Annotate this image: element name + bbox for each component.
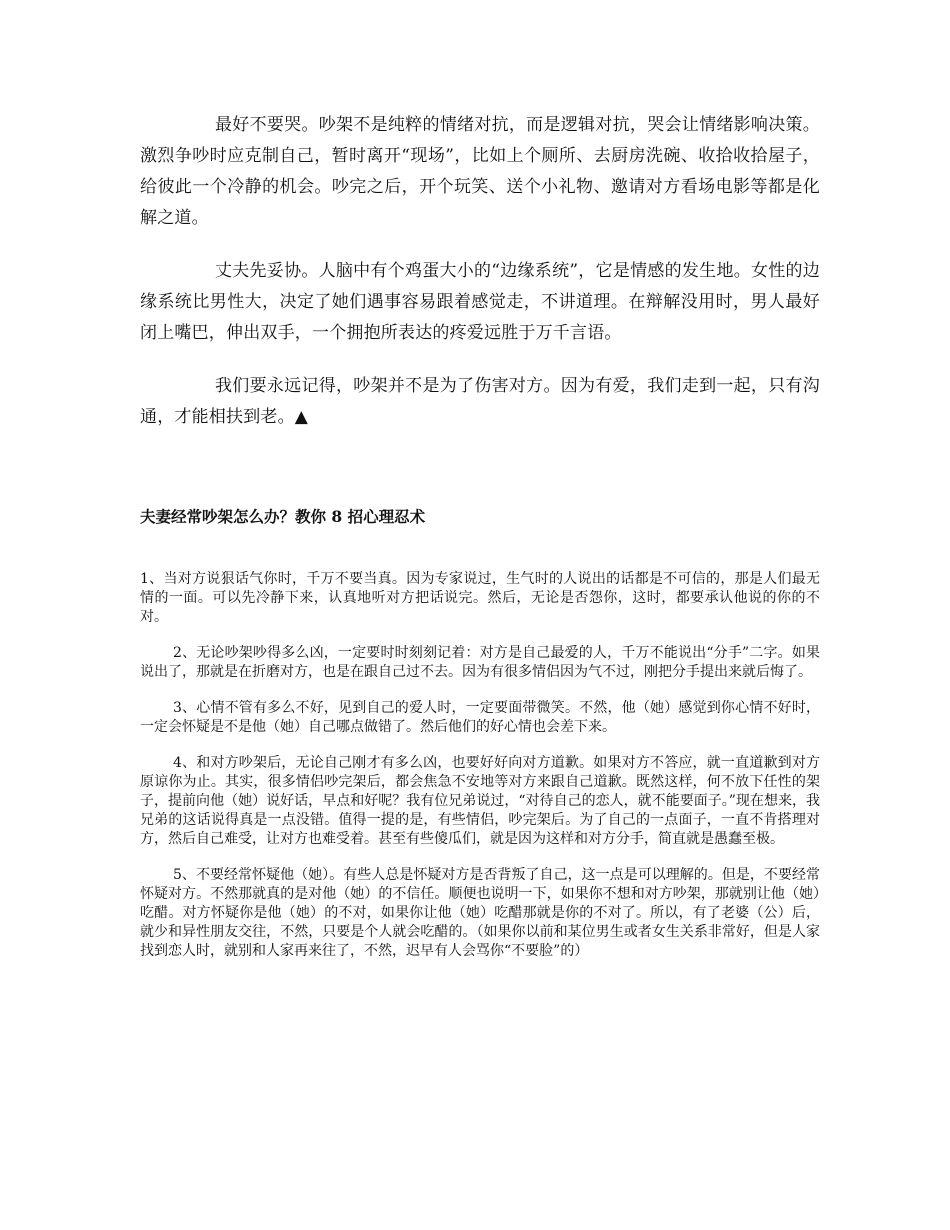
document-page (140, 110, 820, 978)
section-title: 夫妻经常吵架怎么办？教你 8 招心理忍术 (140, 507, 426, 526)
tip-2: 2、无论吵架吵得多么凶，一定要时时刻刻记着：对方是自己最爱的人，千万不能说出“分手”二字。如果说出了，那就是在折磨对方，也是在跟自己过不去。因为有很多情侣因为气不过，刚把分手提出来就后悔了。 (140, 645, 820, 680)
paragraph-husband-compromise: 丈夫先妥协。人脑中有个鸡蛋大小的“边缘系统”，它是情感的发生地。女性的边缘系统比男性大，决定了她们遇事容易跟着感觉走，不讲道理。在辩解没用时，男人最好闭上嘴巴，伸出双手，一个拥抱所表达的疼爱远胜于万千言语。 (140, 261, 820, 343)
tip-3: 3、心情不管有多么不好，见到自己的爱人时，一定要面带微笑。不然，他（她）感觉到你心情不好时，一定会怀疑是不是他（她）自己哪点做错了。然后他们的好心情也会差下来。 (140, 700, 820, 735)
tip-5: 5、不要经常怀疑他（她）。有些人总是怀疑对方是否背叛了自己，这一点是可以理解的。但是，不要经常怀疑对方。不然那就真的是对他（她）的不信任。顺便也说明一下，如果你不想和对方吵架，那就别让他（她）吃醋。对方怀疑你是他（她）的不对，如果你让他（她）吃醋那就是你的不对了。所以，有了老婆（公）后，就少和异性朋友交往，不然，只要是个人就会吃醋的。（如果你以前和某位男生或者女生关系非常好，但是人家找到恋人时，就别和人家再来往了，不然，迟早有人会骂你“不要脸”的） (140, 867, 820, 959)
tip-1: 1、当对方说狠话气你时，千万不要当真。因为专家说过，生气时的人说出的话都是不可信的，那是人们最无情的一面。可以先冷静下来，认真地听对方把话说完。然后，无论是否怨你，这时，都要承认他说的你的不对。 (140, 571, 820, 625)
paragraph-remember: 我们要永远记得，吵架并不是为了伤害对方。因为有爱，我们走到一起，只有沟通，才能相扶到老。▲ (140, 376, 820, 427)
tip-4: 4、和对方吵架后，无论自己刚才有多么凶，也要好好向对方道歉。如果对方不答应，就一直道歉到对方原谅你为止。其实，很多情侣吵完架后，都会焦急不安地等对方来跟自己道歉。既然这样，何不放下任性的架子，提前向他（她）说好话，早点和好呢？我有位兄弟说过，“对待自己的恋人，就不能要面子。”现在想来，我兄弟的这话说得真是一点没错。值得一提的是，有些情侣，吵完架后。为了自己的一点面子，一直不肯搭理对方，然后自己难受，让对方也难受着。甚至有些傻瓜们，就是因为这样和对方分手，简直就是愚蠢至极。 (140, 755, 820, 847)
paragraph-no-crying: 最好不要哭。吵架不是纯粹的情绪对抗，而是逻辑对抗，哭会让情绪影响决策。激烈争吵时应克制自己，暂时离开“现场”，比如上个厕所、去厨房洗碗、收拾收拾屋子，给彼此一个冷静的机会。吵完之后，开个玩笑、送个小礼物、邀请对方看场电影等都是化解之道。 (140, 115, 820, 228)
